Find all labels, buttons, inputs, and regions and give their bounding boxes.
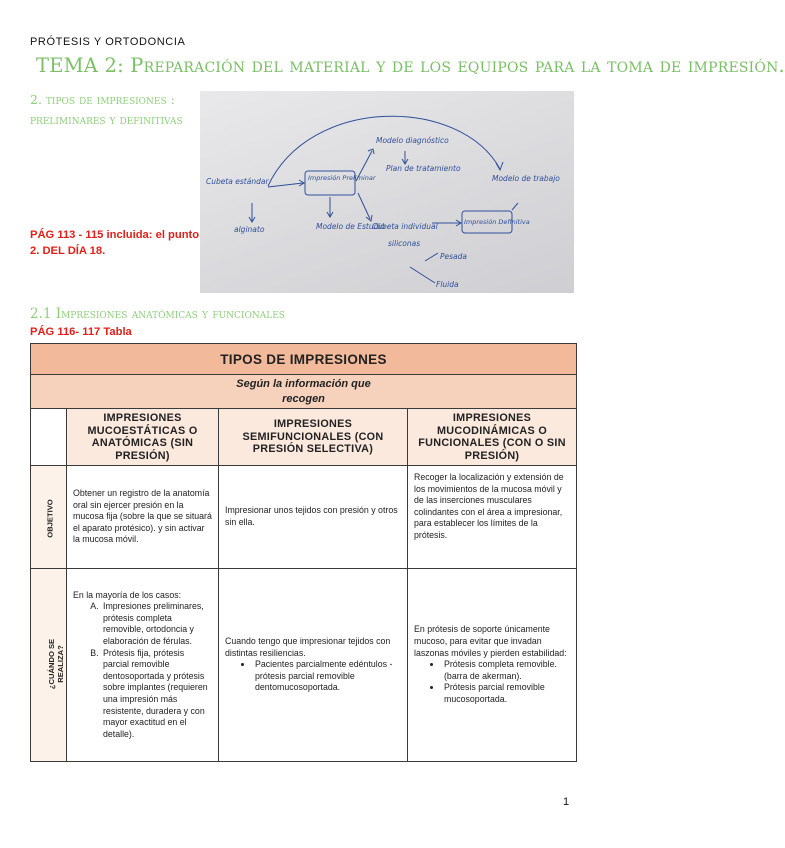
table-title: TIPOS DE IMPRESIONES bbox=[31, 344, 577, 375]
cuando-mucoestaticas bbox=[67, 569, 219, 762]
corner-cell bbox=[31, 409, 67, 466]
list-item: • Prótesis parcial removible mucosoportada. bbox=[442, 682, 570, 705]
label-alginato: alginato bbox=[234, 225, 265, 234]
cuando-semifuncionales-intro: Cuando tengo que impresionar tejidos con distintas resiliencias. bbox=[225, 636, 391, 658]
column-header-semifuncionales: IMPRESIONES SEMIFUNCIONALES (CON PRESIÓN SELECTIVA) bbox=[219, 409, 408, 466]
list-item: • Prótesis completa removible. (barra de akerman). bbox=[442, 659, 570, 682]
cuando-semifuncionales-list bbox=[225, 659, 401, 694]
objetivo-mucoestaticas: Obtener un registro de la anatomía oral sin ejercer presión en la mucosa fija (sobre la que se situará el aparato protésico). y sin activar la mucosa móvil. bbox=[67, 466, 219, 569]
row-label-cuando-line2: REALIZA? bbox=[56, 644, 66, 683]
label-pesada: Pesada bbox=[440, 252, 467, 261]
list-item: A. Impresiones preliminares, prótesis completa removible, ortodoncia y elaboración de férulas. bbox=[101, 601, 212, 647]
list-item: B. Prótesis fija, prótesis parcial removible dentosoportada y prótesis sobre implantes (requieren una impresión más resistente, duradera y con mayor exactitud en el detalle). bbox=[101, 648, 212, 741]
section-2-heading-line2: preliminares y definitivas bbox=[30, 112, 183, 127]
label-siliconas: siliconas bbox=[388, 239, 421, 248]
cuando-mucodinamicas-intro: En prótesis de soporte únicamente mucoso, para evitar que invadan laszonas móviles y pierden estabilidad: bbox=[414, 624, 567, 658]
column-header-mucoestaticas: IMPRESIONES MUCOESTÁTICAS O ANATÓMICAS (SIN PRESIÓN) bbox=[67, 409, 219, 466]
impression-types-table bbox=[30, 343, 577, 762]
cuando-mucoestaticas-intro: En la mayoría de los casos: bbox=[73, 589, 182, 600]
label-modelo-trabajo: Modelo de trabajo bbox=[492, 174, 560, 183]
label-impresion-preliminar: Impresión Preliminar bbox=[308, 174, 376, 182]
tema-title: TEMA 2: Preparación del material y de los equipos para la toma de impresión. bbox=[36, 54, 785, 77]
cuando-semifuncionales bbox=[219, 569, 408, 762]
cuando-mucodinamicas bbox=[408, 569, 577, 762]
cuando-mucoestaticas-list bbox=[73, 601, 212, 740]
section-2-heading: 2. tipos de impresiones : bbox=[30, 92, 175, 107]
label-modelo-diagnostico: Modelo diagnóstico bbox=[376, 136, 449, 145]
row-label-cuando bbox=[31, 569, 67, 762]
label-plan-tratamiento: Plan de tratamiento bbox=[386, 164, 461, 173]
handwritten-diagram-photo bbox=[200, 91, 574, 293]
subject-header: PRÓTESIS Y ORTODONCIA bbox=[30, 36, 186, 48]
page-number: 1 bbox=[563, 796, 570, 808]
objetivo-mucodinamicas: Recoger la localización y extensión de los movimientos de la mucosa móvil y de las inserciones musculares colindantes con el área a impresionar, para establecer los límites de la prótesis. bbox=[408, 466, 577, 569]
column-header-mucodinamicas: IMPRESIONES MUCODINÁMICAS O FUNCIONALES (CON O SIN PRESIÓN) bbox=[408, 409, 577, 466]
row-label-objetivo-text: OBJETIVO bbox=[45, 499, 55, 538]
label-fluida: Fluida bbox=[436, 280, 459, 289]
label-modelo-estudio: Modelo de Estudio bbox=[316, 222, 386, 231]
label-cubeta-estandar: Cubeta estándar bbox=[206, 177, 269, 186]
tabla-page-reference: PÁG 116- 117 Tabla bbox=[30, 326, 132, 338]
label-cubeta-individual: Cubeta individual bbox=[372, 222, 438, 231]
table-subtitle-text: Según la información que recogen bbox=[236, 377, 371, 405]
table-subtitle bbox=[31, 375, 577, 409]
row-label-cuando-text bbox=[47, 638, 65, 688]
section-2-1-heading: 2.1 Impresiones anatómicas y funcionales bbox=[30, 306, 285, 322]
page-reference-note: PÁG 113 - 115 incluida: el punto 2. DEL DÍA 18. bbox=[30, 229, 200, 257]
objetivo-semifuncionales: Impresionar unos tejidos con presión y otros sin ella. bbox=[219, 466, 408, 569]
row-label-cuando-line1: ¿CUÁNDO SE bbox=[47, 638, 57, 689]
cuando-mucodinamicas-list bbox=[414, 659, 570, 705]
label-impresion-definitiva: Impresión Definitiva bbox=[464, 218, 530, 226]
row-label-objetivo bbox=[31, 466, 67, 569]
list-item: • Pacientes parcialmente edéntulos - prótesis parcial removible dentomucosoportada. bbox=[253, 659, 401, 694]
